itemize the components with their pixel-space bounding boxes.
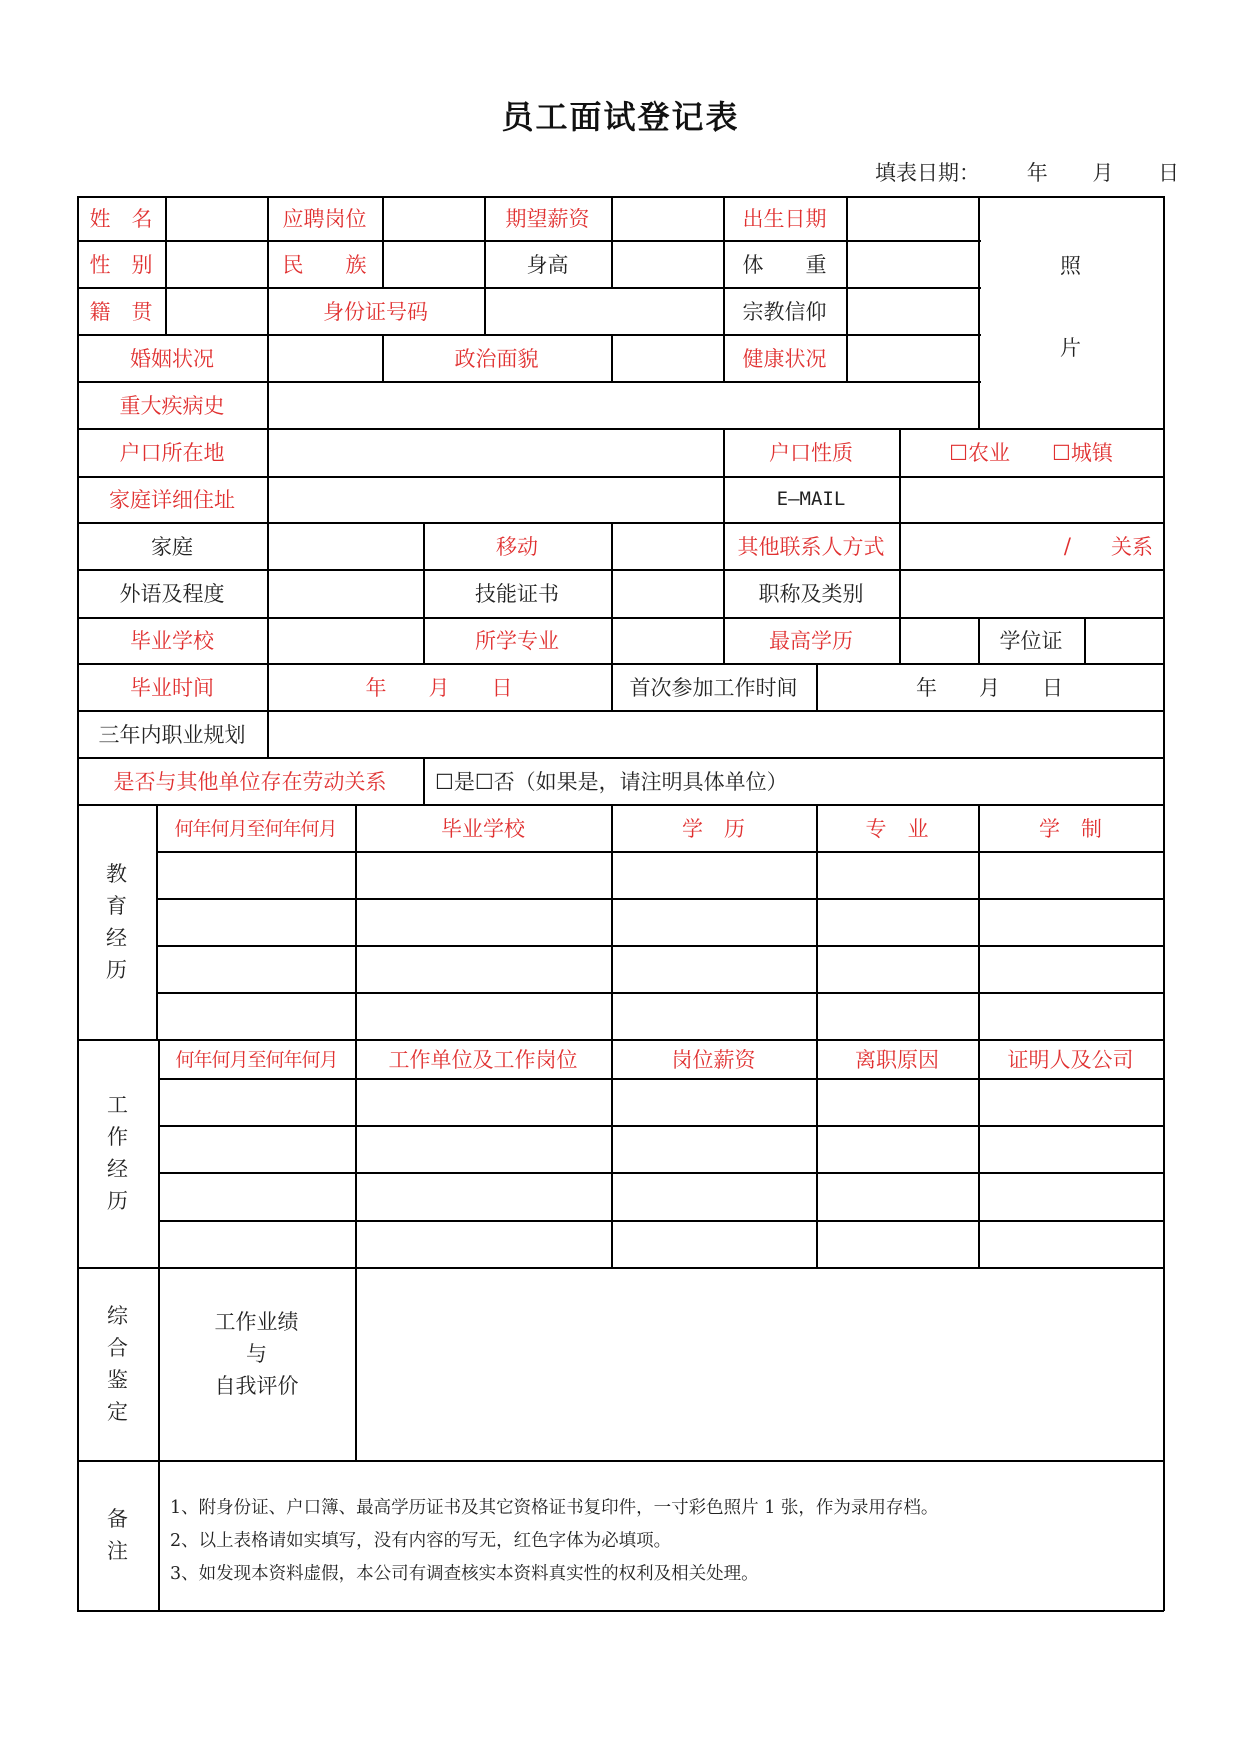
fill-date-label: 填表日期： [875,161,980,185]
label-ethnic: 民 族 [282,252,367,277]
input-ethnic[interactable] [382,240,484,287]
label-height: 身高 [526,252,569,277]
label-degree: 学位证 [999,629,1063,653]
photo-box[interactable] [978,196,1163,428]
fill-date-year: 年 [1026,161,1048,185]
label-school: 毕业学校 [130,629,214,653]
photo-label-bottom: 片 [1060,336,1081,360]
education-side-label [77,804,156,1039]
input-political[interactable] [611,334,723,381]
input-home-phone[interactable] [267,522,423,569]
edu-header-major: 专 业 [865,816,929,841]
eval-side-label [77,1267,158,1460]
input-native[interactable] [165,287,267,334]
input-gender[interactable] [165,240,267,287]
label-language: 外语及程度 [119,582,225,606]
education-side-char: 育 [106,893,127,918]
input-title-category[interactable] [899,569,1163,617]
work-header-period: 何年何月至何年何月 [175,1049,338,1071]
label-marital: 婚姻状况 [130,346,214,371]
label-idno: 身份证号码 [323,299,428,324]
fill-date-month: 月 [1092,161,1114,185]
edu-header-school: 毕业学校 [441,816,525,841]
input-mobile[interactable] [611,522,723,569]
input-career-plan[interactable] [267,710,1163,757]
label-native: 籍 贯 [89,299,153,324]
label-mobile: 移动 [496,534,538,559]
input-school[interactable] [267,617,423,663]
notes-side-char: 备 [107,1507,128,1531]
label-home-address: 家庭详细住址 [109,488,235,512]
input-hukou-location[interactable] [267,428,723,476]
input-major[interactable] [611,617,723,663]
education-side-char: 经 [106,925,127,950]
label-other-contact: 其他联系人方式 [737,534,885,559]
eval-side-char: 综 [107,1303,128,1328]
label-hukou-location: 户口所在地 [119,441,225,465]
work-side-char: 历 [107,1189,128,1213]
hukou-type-checkboxes[interactable]: ☐农业 ☐城镇 [949,441,1113,465]
notes-side-label [77,1460,158,1610]
label-health: 健康状况 [742,346,827,371]
label-birth: 出生日期 [742,207,827,231]
input-language[interactable] [267,569,423,617]
label-political: 政治面貌 [454,346,539,371]
work-header-leave-reason: 离职原因 [855,1047,939,1072]
work-side-char: 经 [107,1157,128,1181]
fill-date-day: 日 [1158,161,1180,185]
label-religion: 宗教信仰 [742,299,827,324]
input-weight[interactable] [846,240,978,287]
input-home-address[interactable] [267,476,723,522]
input-birth[interactable] [846,196,978,240]
eval-label-line: 与 [246,1341,267,1366]
eval-side-char: 合 [107,1335,128,1360]
label-title-category: 职称及类别 [758,582,864,606]
label-labor-relation: 是否与其他单位存在劳动关系 [113,769,387,794]
work-side-char: 工 [107,1093,128,1117]
edu-header-degree: 学 历 [682,816,745,841]
input-position[interactable] [382,196,484,240]
eval-label-line: 工作业绩 [214,1309,299,1334]
note-line: 2、以上表格请如实填写，没有内容的写无，红色字体为必填项。 [170,1531,672,1551]
label-home-phone: 家庭 [151,534,193,559]
work-side-label [77,1039,158,1267]
input-education[interactable] [899,617,978,663]
label-email: E—MAIL [776,488,846,510]
input-name[interactable] [165,196,267,240]
eval-side-char: 鉴 [107,1367,128,1392]
input-first-work-date[interactable]: 年 月 日 [916,675,1063,700]
label-gender: 性 别 [89,252,153,277]
input-salary[interactable] [611,196,723,240]
input-height[interactable] [611,240,723,287]
work-header-reference: 证明人及公司 [1007,1047,1134,1072]
input-illness[interactable] [267,381,978,428]
label-name: 姓 名 [89,207,153,231]
edu-header-period: 何年何月至何年何月 [174,818,337,840]
label-hukou-type: 户口性质 [769,441,853,465]
education-side-char: 历 [106,957,127,982]
input-idno[interactable] [484,287,723,334]
label-grad-time: 毕业时间 [130,675,214,700]
label-salary: 期望薪资 [505,207,590,231]
input-religion[interactable] [846,287,978,334]
input-other-contact[interactable] [899,522,1163,569]
input-self-evaluation[interactable] [355,1267,1163,1460]
labor-relation-options[interactable]: ☐是☐否（如果是，请注明具体单位） [435,769,788,794]
contact-slash: / [1063,533,1071,558]
notes-list [170,1492,938,1591]
label-major: 所学专业 [475,629,559,653]
work-side-char: 作 [107,1125,128,1149]
edu-header-duration: 学 制 [1039,816,1102,841]
work-header-company: 工作单位及工作岗位 [388,1047,578,1072]
input-marital[interactable] [267,334,382,381]
form-title: 员工面试登记表 [501,98,740,136]
eval-label [158,1267,355,1460]
label-first-work-time: 首次参加工作时间 [629,675,798,700]
label-position: 应聘岗位 [282,207,367,231]
label-skill-cert: 技能证书 [475,582,559,606]
input-degree[interactable] [1084,617,1163,663]
label-education: 最高学历 [769,629,853,653]
eval-label-line: 自我评价 [214,1373,299,1398]
work-header-salary: 岗位薪资 [671,1047,756,1072]
eval-side-char: 定 [107,1399,128,1424]
photo-label-top: 照 [1060,254,1081,278]
education-side-char: 教 [106,861,127,886]
input-skill-cert[interactable] [611,569,723,617]
label-career-plan: 三年内职业规划 [98,722,246,747]
note-line: 1、附身份证、户口簿、最高学历证书及其它资格证书复印件，一寸彩色照片 1 张，作为录用存档。 [170,1498,939,1518]
notes-side-char: 注 [107,1539,128,1563]
label-weight: 体 重 [742,252,827,277]
input-grad-date[interactable]: 年 月 日 [365,675,513,700]
label-illness: 重大疾病史 [119,393,225,418]
note-line: 3、如发现本资料虚假，本公司有调查核实本资料真实性的权利及相关处理。 [170,1564,759,1584]
input-email[interactable] [899,476,1163,522]
label-relation: 关系 [1111,534,1153,559]
input-health[interactable] [846,334,978,381]
